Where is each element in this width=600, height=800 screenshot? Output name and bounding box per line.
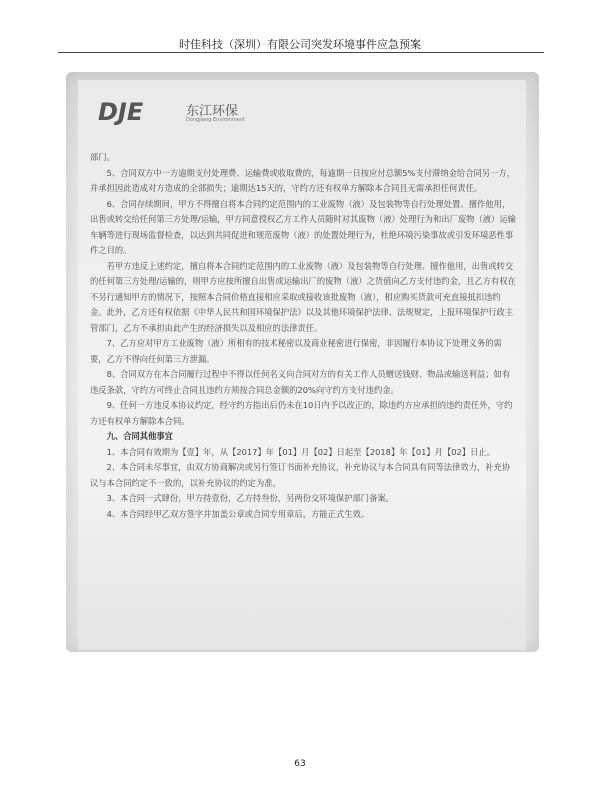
paragraph-clause-9: 9、任何一方违反本协议约定，经守约方指出后仍未在10日内予以改正的，除违约方应承担的违约责任外，守约方还有权单方解除本合同。 — [90, 400, 513, 426]
header-rule — [58, 52, 544, 53]
scanned-page-sheet — [78, 80, 526, 650]
paragraph-clause-6-breach: 若甲方违反上述约定，擅自将本合同约定范围内的工业废物（液）及包装物等自行处理、擅作他用，出售或转交的任何第三方处理/运输的，则甲方应按所擅自出售或运输出厂的废物（液）之货值向乙方支付违约金，且乙方有权在不另行通知甲方的情况下，按照本合同价格直接相应采取或接收该批废物（液），相应购买货款可充直接抵扣违约金。此外，乙方还有权依据《中华人民共和国环境保护法》以及其他环境保护法律、法规规定，上报环境保护行政主管部门，乙方不承担由此产生的经济损失以及相应的法律责任。 — [90, 260, 516, 333]
paragraph-term: 1、本合同有效期为【壹】年，从【2017】年【01】月【02】日起至【2018】年【01】月【02】日止。 — [106, 446, 496, 457]
paragraph-dept: 部门。 — [90, 152, 115, 162]
document-header-title: 时佳科技（深圳）有限公司突发环境事件应急预案 — [179, 38, 421, 51]
logo-mark: DJE — [98, 98, 144, 126]
paragraph-clause-5: 5、合同双方中一方逾期支付处理费、运输费或收取费的，每逾期一日按应付总额5%支付滞纳金给合同另一方，并承担因此造成对方造成的全部损失；逾期达15天的，守约方还有权单方解除本合同且无需承担任何责任。 — [90, 167, 515, 193]
paragraph-clause-8: 8、合同双方在本合同履行过程中不得以任何名义向合同对方的有关工作人员赠送钱财、物品或输送利益；如有违反条款，守约方可终止合同且违约方须按合同总金额的20%向守约方支付违约金。 — [90, 369, 511, 395]
logo-english-name: Dongjiang Environment — [186, 117, 245, 123]
paragraph-effective: 4、本合同经甲乙双方签字并加盖公章或合同专用章后，方能正式生效。 — [106, 508, 370, 519]
logo-chinese-name: 东江环保 — [186, 104, 239, 119]
contract-body-text — [90, 150, 516, 522]
paragraph-supplement: 2、本合同未尽事宜，由双方协商解决或另行签订书面补充协议，补充协议与本合同具有同等法律效力，补充协议与本合同约定不一致的，以补充协议的约定为准。 — [90, 462, 511, 488]
paragraph-copies: 3、本合同一式肆份，甲方持壹份，乙方持叁份，另两份交环境保护部门备案。 — [106, 493, 394, 503]
section-heading-other-matters: 九、合同其他事宜 — [106, 431, 173, 441]
page-number: 63 — [294, 759, 306, 769]
paragraph-clause-7: 7、乙方应对甲方工业废物（液）所相有的技术秘密以及商业秘密进行保密，非因履行本协议下处理义务的需要，乙方不得向任何第三方泄漏。 — [90, 338, 502, 364]
scanned-page-image — [66, 72, 539, 652]
paragraph-clause-6: 6、合同存续期间，甲方不得擅自将本合同约定范围内的工业废物（液）及包装物等自行处理处置、擅作他用，出售或转交给任何第三方处理/运输，甲方同意授权乙方工作人员随时对其废物（液）处理行为和出厂废物（液）运输车辆等进行现场监督检查，以达到共同促进和规范废物（液）的处置处理行为，杜绝环境污染事故或引发环境恶性事件之目的。 — [90, 198, 516, 255]
